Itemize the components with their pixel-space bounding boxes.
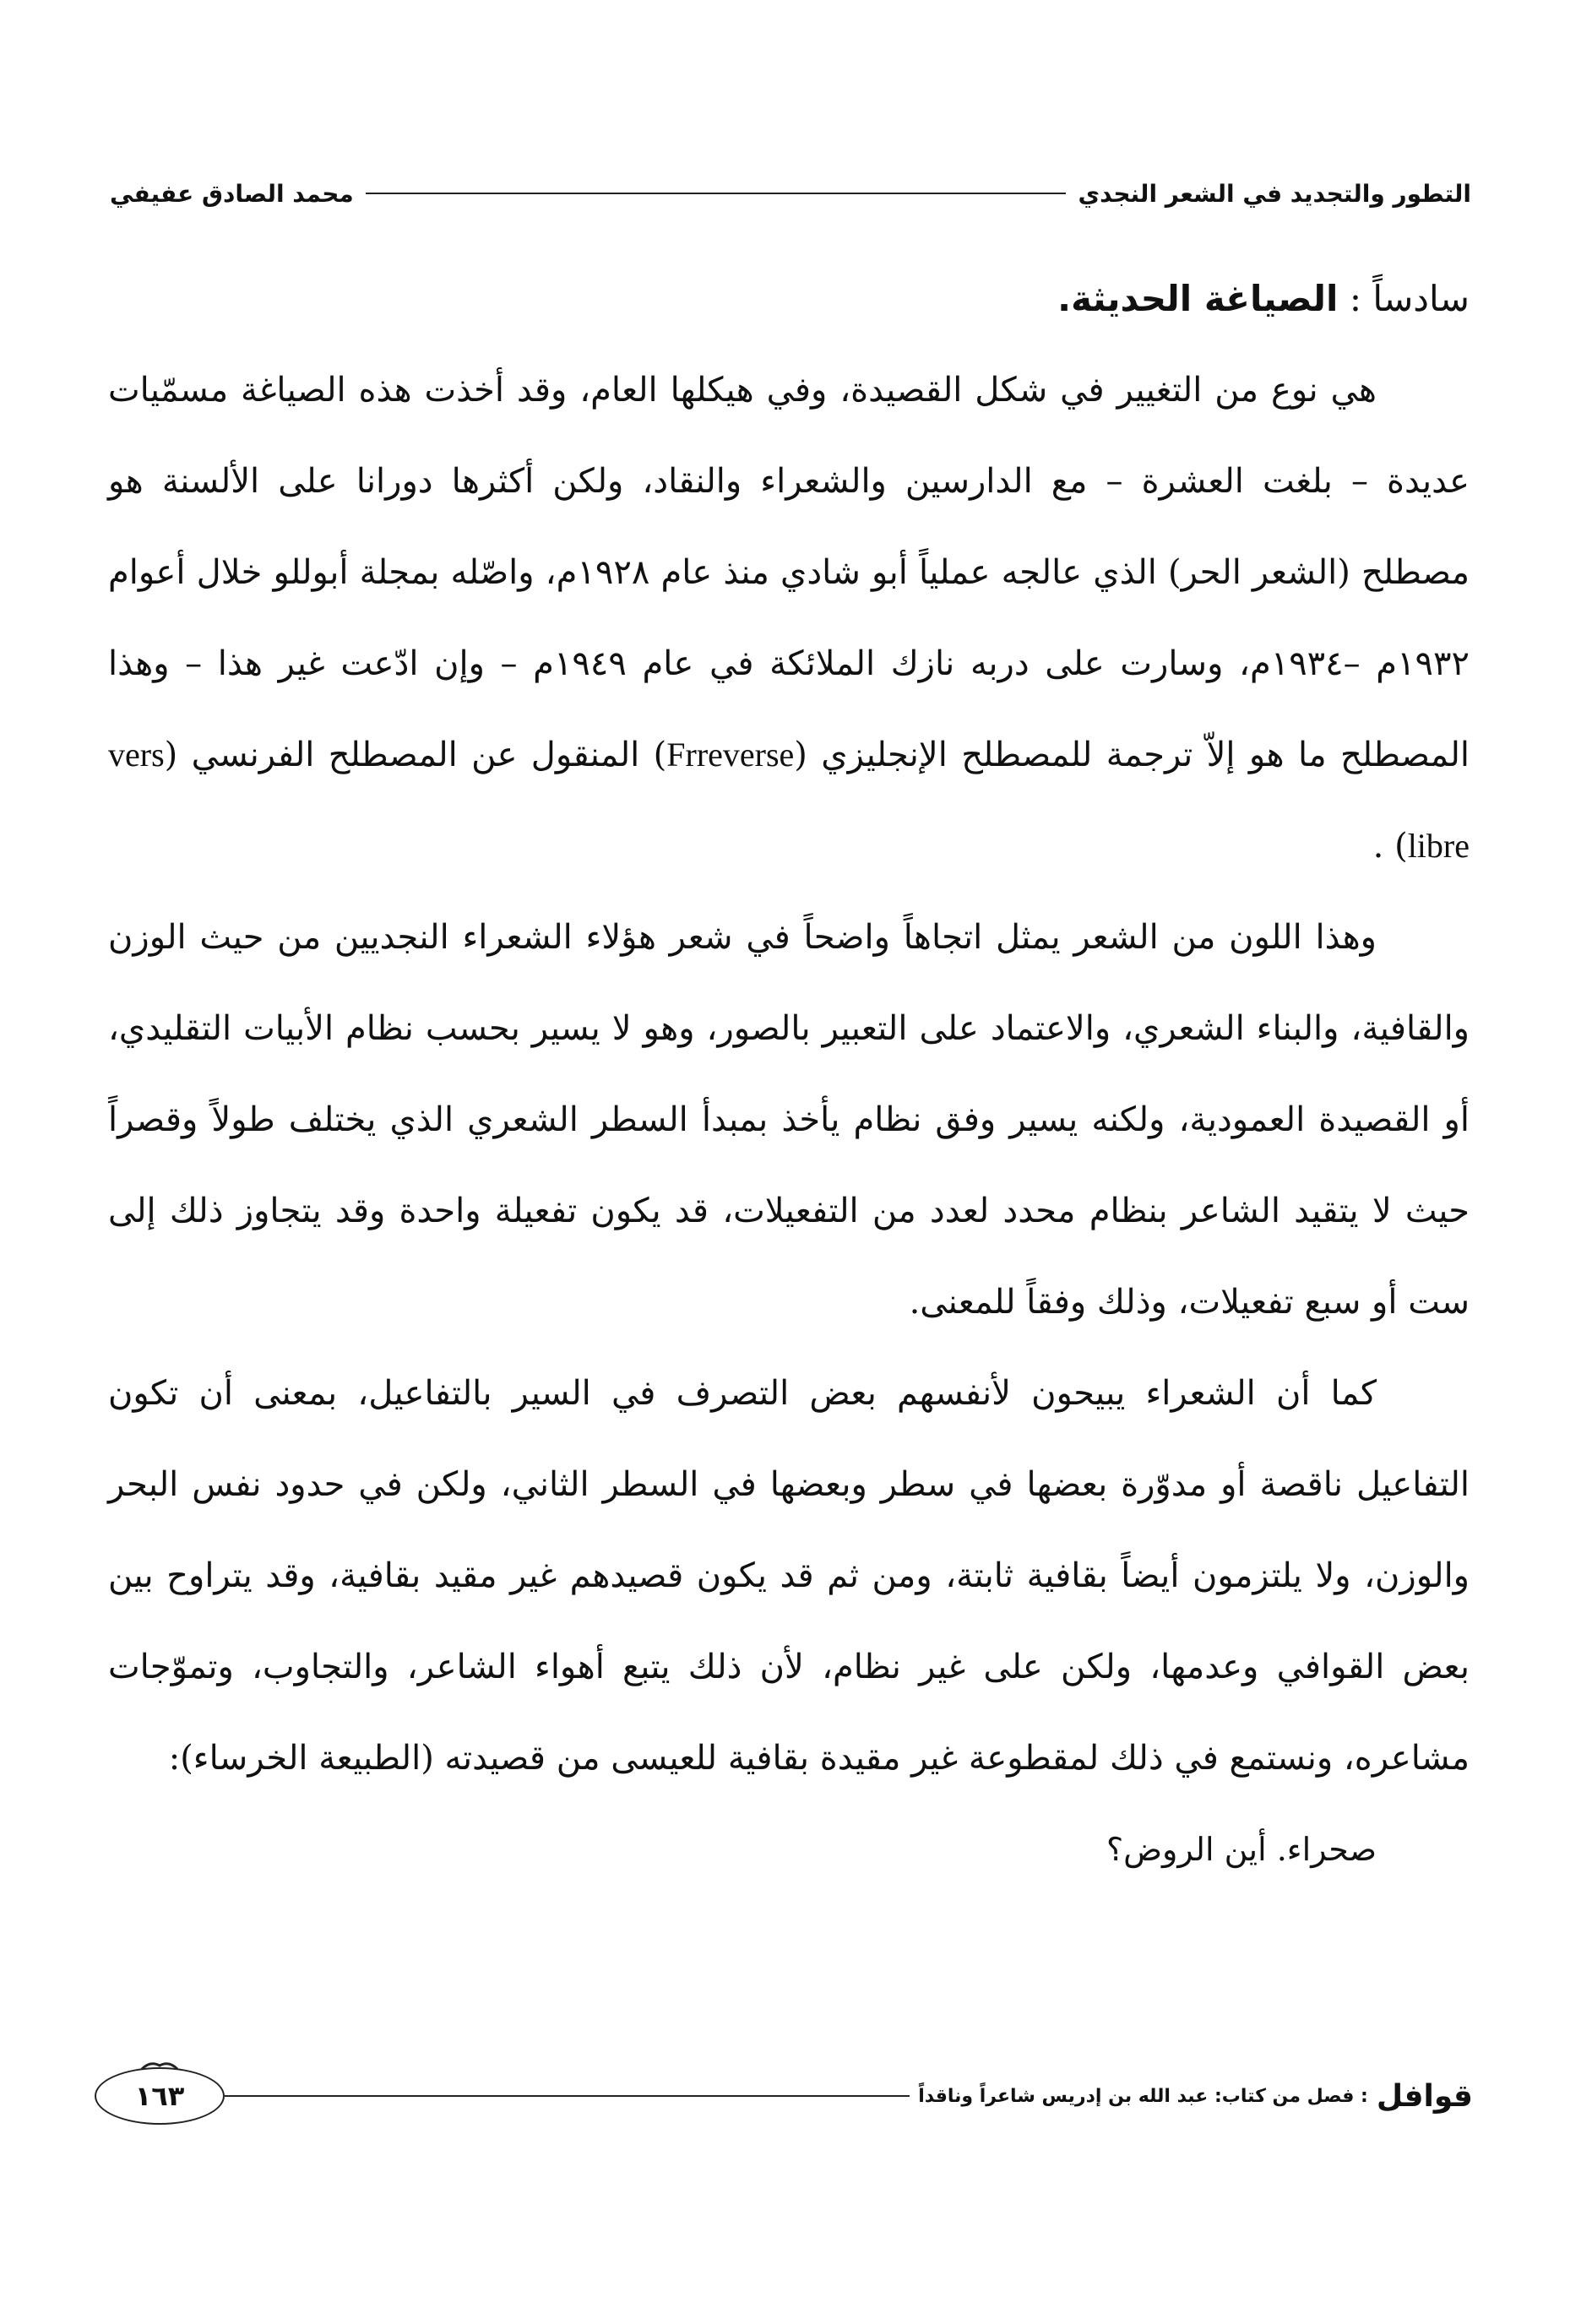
latin-term-vers-libre: vers libre (108, 736, 1470, 865)
paragraph-1-middle: ) المنقول عن المصطلح الفرنسي ( (164, 736, 667, 774)
page-number-badge (95, 2067, 225, 2125)
verse-line: صحراء. أين الروض؟ (1106, 1831, 1377, 1868)
latin-term-frreverse: Frreverse (666, 736, 795, 774)
page-body (108, 253, 1470, 1895)
footer-brand: قوافل (1376, 2078, 1473, 2114)
author-name: محمد الصادق عفيفي (110, 179, 354, 208)
ornament-icon (140, 2061, 179, 2071)
running-header (110, 173, 1471, 214)
page-footer (95, 2062, 1473, 2130)
book-title: التطور والتجديد في الشعر النجدي (1078, 179, 1471, 208)
paragraph-1-text: هي نوع من التغيير في شكل القصيدة، وفي هيكلها العام، وقد أخذت هذه الصياغة مسمّيات عديدة – بلغت العشرة – مع الدارسين والشعراء والنقاد، ولكن أكثرها دورانا على الألسنة هو مصطلح (الشعر الحر) الذي عالجه عملياً أبو شادي منذ عام ١٩٢٨م، واصّله بمجلة أبوللو خلال أعوام ١٩٣٢م –١٩٣٤م، وسارت على دربه نازك الملائكة في عام ١٩٤٩م – وإن ادّعت غير هذا – وهذا المصطلح ما هو إلاّ ترجمة للمصطلح الإنجليزي ( (108, 371, 1470, 774)
section-number: سادساً : (1349, 278, 1470, 319)
paragraph-2: وهذا اللون من الشعر يمثل اتجاهاً واضحاً في شعر هؤلاء الشعراء النجديين من حيث الوزن والقافية، والبناء الشعري، والاعتماد على التعبير بالصور، وهو لا يسير بحسب نظام الأبيات التقليدي، أو القصيدة العمودية، ولكنه يسير وفق نظام يأخذ بمبدأ السطر الشعري الذي يختلف طولاً وقصراً حيث لا يتقيد الشاعر بنظام محدد لعدد من التفعيلات، قد يكون تفعيلة واحدة وقد يتجاوز ذلك إلى ست أو سبع تفعيلات، وذلك وفقاً للمعنى. (108, 918, 1470, 1322)
paragraph-1 (108, 345, 1470, 892)
footer-source: : فصل من كتاب: عبد الله بن إدريس شاعراً وناقداً (918, 2085, 1368, 2107)
footer-rule (225, 2095, 910, 2097)
section-heading (108, 253, 1470, 345)
section-title: الصياغة الحديثة. (1057, 278, 1339, 319)
header-rule (366, 193, 1067, 194)
paragraph-1-end: ) . (1372, 827, 1408, 866)
page-number: ١٦٣ (134, 2080, 185, 2112)
paragraph-3: كما أن الشعراء يبيحون لأنفسهم بعض التصرف في السير بالتفاعيل، بمعنى أن تكون التفاعيل ناقصة أو مدوّرة بعضها في سطر وبعضها في السطر الثاني، ولكن في حدود نفس البحر والوزن، ولا يلتزمون أيضاً بقافية ثابتة، ومن ثم قد يكون قصيدهم غير مقيد بقافية، وقد يتراوح بين بعض القوافي وعدمها، ولكن على غير نظام، لأن ذلك يتبع أهواء الشاعر، والتجاوب، وتموّجات مشاعره، ونستمع في ذلك لمقطوعة غير مقيدة بقافية للعيسى من قصيدته (الطبيعة الخرساء): (108, 1374, 1470, 1778)
